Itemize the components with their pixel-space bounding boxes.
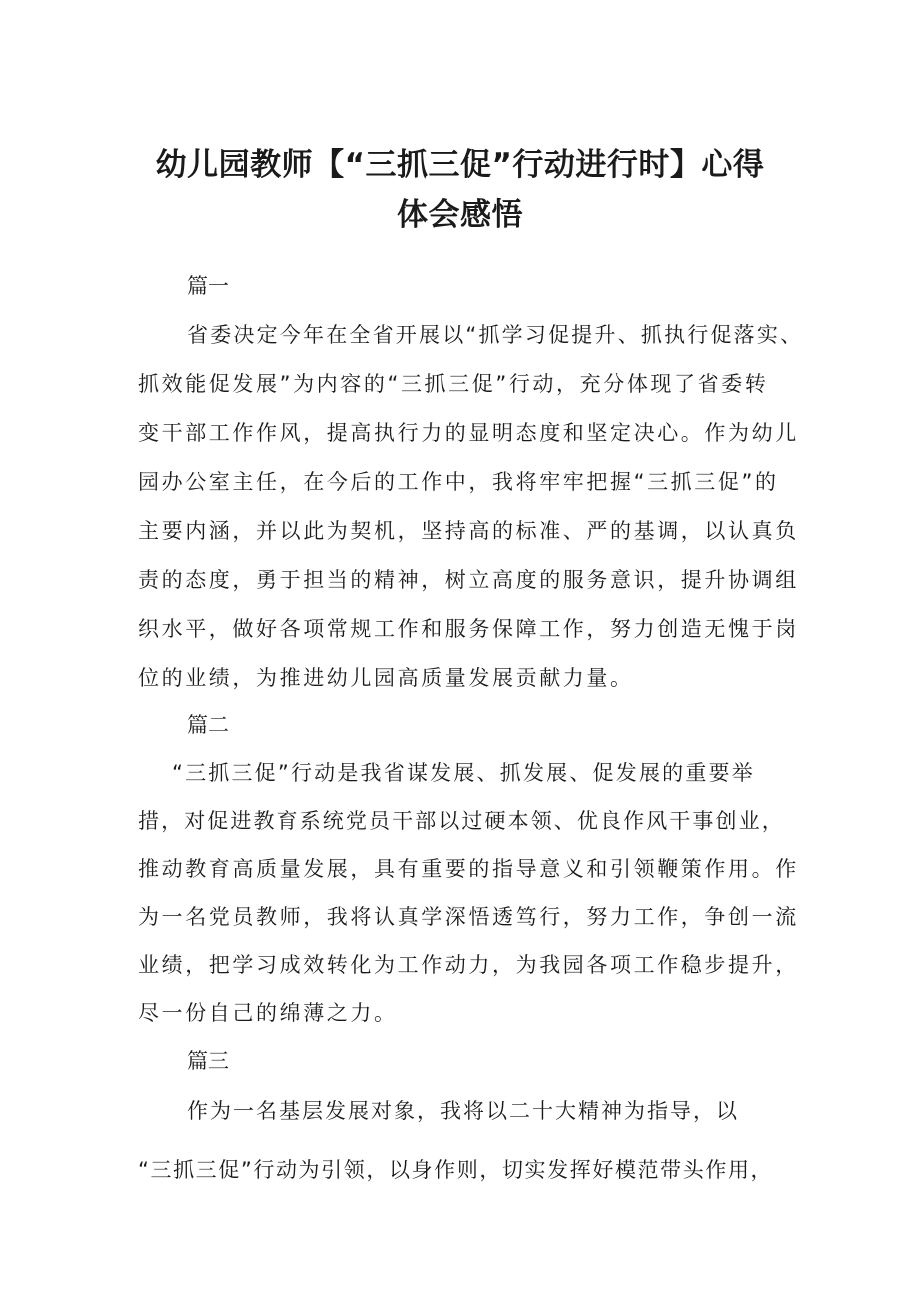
section-heading-1: 篇一 [187, 274, 229, 298]
paragraph-line: “三抓三促”行动为引领，以身作则，切实发挥好模范带头作用， [138, 1158, 774, 1182]
section-heading-3: 篇三 [187, 1049, 229, 1073]
document-title [100, 140, 820, 240]
paragraph-line: 抓效能促发展”为内容的“三抓三促”行动，充分体现了省委转 [138, 372, 769, 396]
paragraph-line: 推动教育高质量发展，具有重要的指导意义和引领鞭策作用。作 [138, 857, 799, 881]
paragraph-line: 省委决定今年在全省开展以“抓学习促提升、抓执行促落实、 [187, 323, 804, 347]
paragraph-line: 作为一名基层发展对象，我将以二十大精神为指导，以 [187, 1099, 739, 1123]
paragraph-line: “三抓三促”行动是我省谋发展、抓发展、促发展的重要举 [172, 761, 755, 785]
paragraph-line: 责的态度，勇于担当的精神，树立高度的服务意识，提升协调组 [138, 568, 799, 592]
section-heading-2: 篇二 [187, 713, 229, 737]
paragraph-line: 尽一份自己的绵薄之力。 [138, 1001, 398, 1025]
paragraph-line: 业绩，把学习成效转化为工作动力，为我园各项工作稳步提升， [138, 953, 799, 977]
paragraph-line: 园办公室主任，在今后的工作中，我将牢牢把握“三抓三促”的 [138, 470, 779, 494]
paragraph-line: 变干部工作作风，提高执行力的显明态度和坚定决心。作为幼儿 [138, 421, 799, 445]
paragraph-line: 措，对促进教育系统党员干部以过硬本领、优良作风干事创业， [138, 809, 785, 833]
paragraph-line: 主要内涵，并以此为契机，坚持高的标准、严的基调，以认真负 [138, 519, 799, 543]
paragraph-line: 位的业绩，为推进幼儿园高质量发展贡献力量。 [138, 666, 634, 690]
title-line-2: 体会感悟 [397, 197, 523, 233]
paragraph-line: 为一名党员教师，我将认真学深悟透笃行，努力工作，争创一流 [138, 905, 799, 929]
paragraph-line: 织水平，做好各项常规工作和服务保障工作，努力创造无愧于岗 [138, 617, 799, 641]
title-line-1: 幼儿园教师【“三抓三促”行动进行时】心得 [155, 147, 765, 183]
